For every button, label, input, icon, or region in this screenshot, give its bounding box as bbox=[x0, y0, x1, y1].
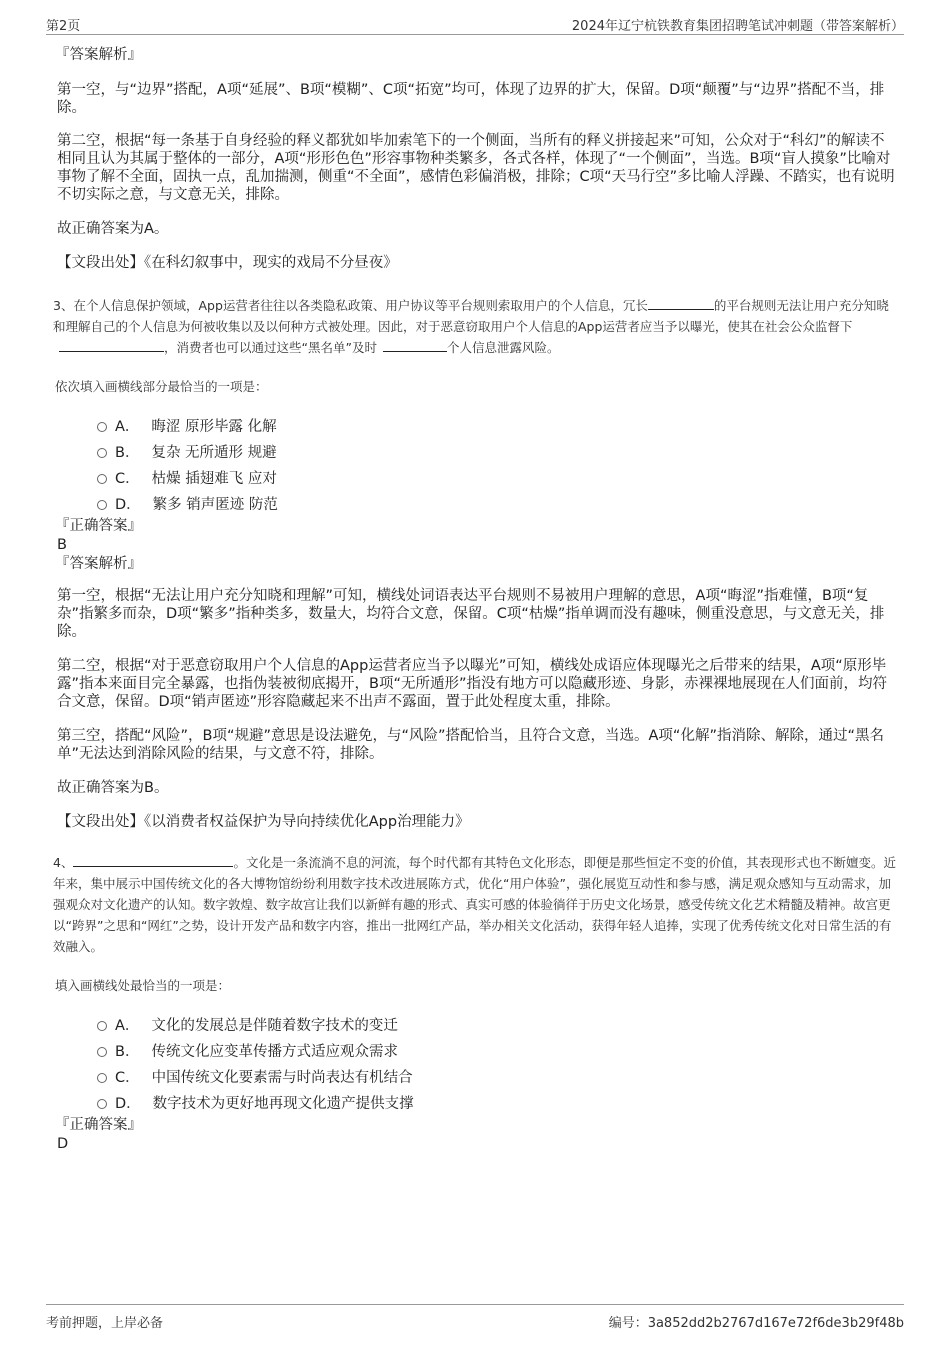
q4-option-b[interactable]: B． 传统文化应变革传播方式适应观众需求 bbox=[57, 1042, 897, 1068]
q3-blank-1 bbox=[648, 297, 714, 310]
q3-prompt: 依次填入画横线部分最恰当的一项是： bbox=[55, 379, 268, 394]
q3-blank-2 bbox=[59, 339, 164, 352]
q4-option-c[interactable]: C． 中国传统文化要素需与时尚表达有机结合 bbox=[57, 1068, 897, 1094]
q3-stem: 3、在个人信息保护领域，App运营者往往以各类隐私政策、用户协议等平台规则索取用户的个人信息，冗长 的平台规则无法让用户充分知晓和理解自己的个人信息为何被收集以及以何种方式被处理。因此，对于恶意窃取用户个人信息的App运营者应当予以曝光，使其在社会公众监督下，消费者也可以通过这些“黑名单”及时 个人信息泄露风险。 bbox=[53, 298, 889, 355]
q4-options bbox=[57, 1016, 897, 1120]
q3-option-d[interactable]: D． 繁多 销声匿迹 防范 bbox=[57, 495, 897, 521]
q4-answer: D bbox=[57, 1136, 69, 1152]
radio-icon[interactable] bbox=[97, 422, 107, 432]
footer-slogan: 考前押题，上岸必备 bbox=[46, 1316, 164, 1331]
document-title: 2024年辽宁杭铁教育集团招聘笔试冲刺题（带答案解析） bbox=[571, 19, 904, 34]
q2-conclusion: 故正确答案为A。 bbox=[57, 221, 169, 237]
q3-answer: B bbox=[57, 537, 67, 553]
q3-source: 【文段出处】《以消费者权益保护为导向持续优化App治理能力》 bbox=[57, 814, 470, 830]
q2-source: 【文段出处】《在科幻叙事中，现实的戏局不分昼夜》 bbox=[57, 255, 398, 271]
q3-blank-3 bbox=[383, 339, 447, 352]
radio-icon[interactable] bbox=[97, 474, 107, 484]
q3-analysis-para-1: 第一空，根据“无法让用户充分知晓和理解”可知，横线处词语表达平台规则不易被用户理解的意思，A项“晦涩”指难懂，B项“复杂”指繁多而杂，D项“繁多”指种类多，数量大，均符合文意，保留。C项“枯燥”指单调而没有趣味，侧重没意思，与文意无关，排除。 bbox=[57, 588, 885, 640]
q2-analysis-label: 『答案解析』 bbox=[55, 47, 142, 63]
q3-option-c[interactable]: C． 枯燥 插翅难飞 应对 bbox=[57, 469, 897, 495]
q2-analysis-para-1: 第一空，与“边界”搭配，A项“延展”、B项“模糊”、C项“拓宽”均可，体现了边界的扩大，保留。D项“颠覆”与“边界”搭配不当，排除。 bbox=[57, 82, 885, 116]
q3-analysis-para-3: 第三空，搭配“风险”，B项“规避”意思是设法避免，与“风险”搭配恰当，且符合文意，当选。A项“化解”指消除、解除，通过“黑名单”无法达到消除风险的结果，与文意不符，排除。 bbox=[57, 728, 884, 762]
q3-analysis-label: 『答案解析』 bbox=[55, 556, 142, 572]
q3-conclusion: 故正确答案为B。 bbox=[57, 780, 169, 796]
q3-option-a[interactable]: A． 晦涩 原形毕露 化解 bbox=[57, 417, 897, 443]
document-body bbox=[53, 46, 897, 1154]
q4-stem: 4、 。文化是一条流淌不息的河流，每个时代都有其特色文化形态，即便是那些恒定不变的价值，其表现形式也不断嬗变。近年来，集中展示中国传统文化的各大博物馆纷纷利用数字技术改进展陈方式，优化“用户体验”，强化展览互动性和参与感，满足观众感知与互动需求，加强观众对文化遗产的认知。数字敦煌、数字故宫让我们以新鲜有趣的形式、真实可感的体验徜徉于历史文化场景，感受传统文化艺术精髓及精神。故宫更以“跨界”之思和“网红”之势，设计开发产品和数字内容，推出一批网红产品，举办相关文化活动，获得年轻人追捧，实现了优秀传统文化对日常生活的有效融入。 bbox=[53, 855, 896, 954]
radio-icon[interactable] bbox=[97, 1047, 107, 1057]
q3-options bbox=[57, 417, 897, 521]
q2-analysis-para-2: 第二空，根据“每一条基于自身经验的释义都犹如毕加索笔下的一个侧面，当所有的释义拼接起来”可知，公众对于“科幻”的解读不相同且认为其属于整体的一部分，A项“形形色色”形容事物种类繁多，各式各样，体现了“一个侧面”，当选。B项“盲人摸象”比喻对事物了解不全面，固执一点，乱加揣测，侧重“不全面”，感情色彩偏消极，排除；C项“天马行空”多比喻人浮躁、不踏实，也有说明不切实际之意，与文意无关，排除。 bbox=[57, 133, 895, 203]
radio-icon[interactable] bbox=[97, 1021, 107, 1031]
document-id: 编号：3a852dd2b2767d167e72f6de3b29f48b bbox=[608, 1316, 904, 1331]
q4-prompt: 填入画横线处最恰当的一项是： bbox=[55, 978, 231, 993]
radio-icon[interactable] bbox=[97, 500, 107, 510]
radio-icon[interactable] bbox=[97, 448, 107, 458]
radio-icon[interactable] bbox=[97, 1099, 107, 1109]
q4-answer-label: 『正确答案』 bbox=[55, 1117, 142, 1133]
q4-blank bbox=[73, 854, 233, 867]
q3-analysis-para-2: 第二空，根据“对于恶意窃取用户个人信息的App运营者应当予以曝光”可知，横线处成语应体现曝光之后带来的结果，A项“原形毕露”指本来面目完全暴露，也指伪装被彻底揭开，B项“无所遁形”指没有地方可以隐藏形迹、身影，赤裸裸地展现在人们面前，均符合文意，保留。D项“销声匿迹”形容隐藏起来不出声不露面，置于此处程度太重，排除。 bbox=[57, 658, 887, 710]
q4-option-d[interactable]: D． 数字技术为更好地再现文化遗产提供支撑 bbox=[57, 1094, 897, 1120]
q4-option-a[interactable]: A． 文化的发展总是伴随着数字技术的变迁 bbox=[57, 1016, 897, 1042]
page-header bbox=[46, 14, 904, 35]
radio-icon[interactable] bbox=[97, 1073, 107, 1083]
q3-answer-label: 『正确答案』 bbox=[55, 518, 142, 534]
page-footer bbox=[46, 1304, 904, 1331]
page-number: 第2页 bbox=[46, 19, 81, 34]
q3-option-b[interactable]: B． 复杂 无所遁形 规避 bbox=[57, 443, 897, 469]
